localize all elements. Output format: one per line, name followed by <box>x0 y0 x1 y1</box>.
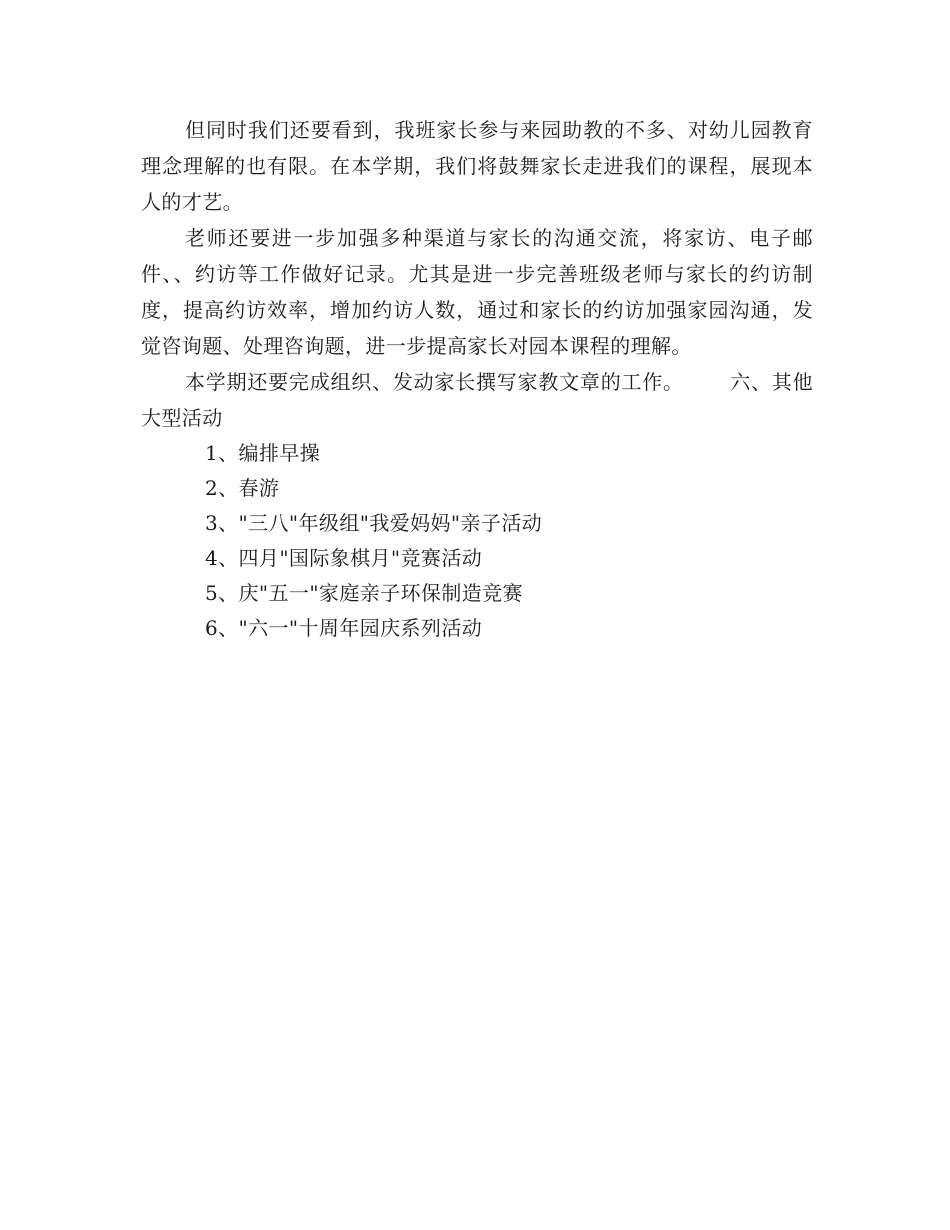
list-item: 3、"三八"年级组"我爱妈妈"亲子活动 <box>205 511 543 535</box>
section-heading: 六、其他大型活动 <box>141 370 813 430</box>
paragraph-parent-participation: 但同时我们还要看到，我班家长参与来园助教的不多、对幼儿园教育理念理解的也有限。在本学期，我们将鼓舞家长走进我们的课程，展现本人的才艺。 <box>141 118 813 214</box>
list-item: 6、"六一"十周年园庆系列活动 <box>205 616 483 640</box>
document-body <box>141 112 813 646</box>
list-item: 1、编排早操 <box>205 441 321 465</box>
list-item: 2、春游 <box>205 476 280 500</box>
list-item: 4、四月"国际象棋月"竞赛活动 <box>205 546 483 570</box>
list-item: 5、庆"五一"家庭亲子环保制造竞赛 <box>205 581 523 605</box>
paragraph-articles-text: 本学期还要完成组织、发动家长撰写家教文章的工作。 <box>185 370 684 394</box>
paragraph-communication: 老师还要进一步加强多种渠道与家长的沟通交流，将家访、电子邮件、、约访等工作做好记录。尤其是进一步完善班级老师与家长的约访制度，提高约访效率，增加约访人数，通过和家长的约访加强家园沟通，发觉咨询题、处理咨询题，进一步提高家长对园本课程的理解。 <box>141 226 813 358</box>
paragraph-articles <box>141 364 813 436</box>
activity-list <box>141 436 813 646</box>
